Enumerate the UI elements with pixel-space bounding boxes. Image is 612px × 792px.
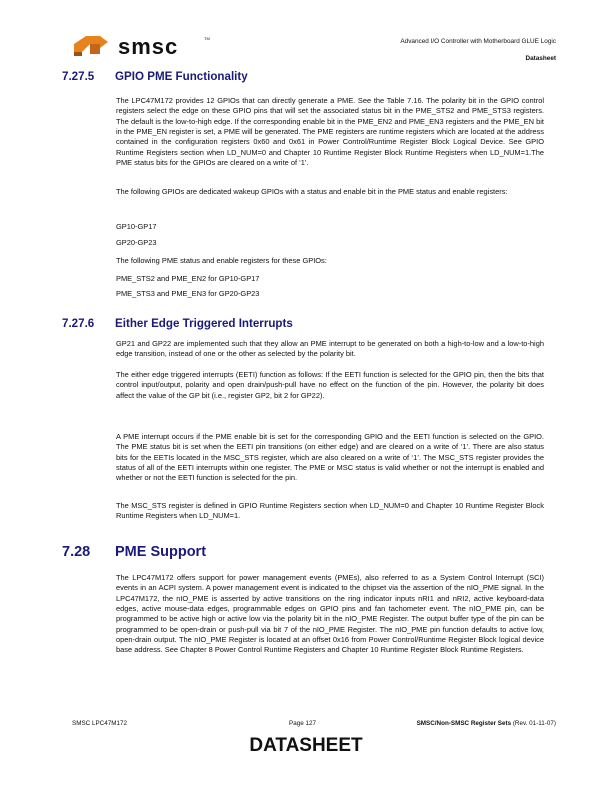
paragraph: The LPC47M172 offers support for power management events (PMEs), also referred to as a System Control Interrupt (SCI) events in an ACPI system. A power management event is indicated to the chipset via the assertion of the nIO_PME signal. In the LPC47M172, the nIO_PME is asserted by active transitions on the ring indicator inputs nRI1 and nRI2, active keyboard-data edges, active mouse-data edges, programmable edges on GPIO pins and fan tachometer event. The nIO_PME pin, can be programmed to be active high or active low via the polarity bit in the nIO_PME Register. The output buffer type of the pin can be programmed to be open-drain or push-pull via bit 7 of the nIO_PME Register. The nIO_PME pin function defaults to active low, open-drain output. The nIO_PME Register is located at an offset 0x16 from Power Control/Runtime Register Block logical device base address. See Chapter 8 Power Control Runtime Registers and Chapter 10 Runtime Register Block Runtime Registers. bbox=[116, 573, 544, 655]
section-heading-7-27-5: 7.27.5 GPIO PME Functionality bbox=[62, 70, 248, 83]
datasheet-banner: DATASHEET bbox=[249, 735, 363, 756]
footer-revision: SMSC/Non-SMSC Register Sets (Rev. 01-11-07) bbox=[416, 720, 556, 727]
footer-doc-id: SMSC LPC47M172 bbox=[72, 720, 127, 727]
paragraph: The LPC47M172 provides 12 GPIOs that can directly generate a PME. See the Table 7.16. The polarity bit in the GPIO control registers select the edge on these GPIO pins that will set the associated status bit in the PME_STS2 and PME_STS3 registers. The default is the low-to-high edge. If the corresponding enable bit in the PME_EN2 and PME_EN3 registers and the PME_EN bit in the PME_EN register is set, a PME will be generated. The PME registers are runtime registers which are located at the address contained in the configuration registers 0x60 and 0x61 in Power Control/Runtime Register Block Logical Device. See GPIO Runtime Registers section when LD_NUM=0 and Chapter 10 Runtime Register Block Runtime Registers when LD_NUM=1.The PME status bits for the GPIOs are cleared on a write of ‘1’. bbox=[116, 96, 544, 168]
list-item: PME_STS3 and PME_EN3 for GP20-GP23 bbox=[116, 289, 260, 298]
list-item: GP10-GP17 bbox=[116, 222, 157, 231]
smsc-logo bbox=[72, 32, 212, 63]
svg-text:TM: TM bbox=[204, 36, 210, 41]
list-item: GP20-GP23 bbox=[116, 238, 157, 247]
section-heading-7-27-6: 7.27.6 Either Edge Triggered Interrupts bbox=[62, 317, 293, 330]
paragraph: The following PME status and enable registers for these GPIOs: bbox=[116, 256, 327, 265]
paragraph: The MSC_STS register is defined in GPIO Runtime Registers section when LD_NUM=0 and Chapter 10 Runtime Register Block Runtime Registers when LD_NUM=1. bbox=[116, 501, 544, 521]
list-item: PME_STS2 and PME_EN2 for GP10-GP17 bbox=[116, 274, 260, 283]
paragraph: GP21 and GP22 are implemented such that they allow an PME interrupt to be generated on both a high-to-low and a low-to-high edge transition, instead of one or the other as selected by the polarity bit. bbox=[116, 339, 544, 359]
product-title: Advanced I/O Controller with Motherboard GLUE Logic bbox=[400, 38, 556, 45]
page-number: Page 127 bbox=[289, 720, 316, 727]
paragraph: The following GPIOs are dedicated wakeup GPIOs with a status and enable bit in the PME status and enable registers: bbox=[116, 187, 508, 196]
section-heading-7-28: 7.28 PME Support bbox=[62, 544, 207, 560]
svg-text:smsc: smsc bbox=[118, 34, 179, 58]
doc-type: Datasheet bbox=[525, 55, 556, 62]
paragraph: A PME interrupt occurs if the PME enable bit is set for the corresponding GPIO and the EETI function is selected on the GPIO. The PME status bit is set when the EETI pin transitions (on either edge) and are cleared on a write of ‘1’. There are also status bits for the EETIs located in the MSC_STS register, which are also cleared on a write of ‘1’. The MSC_STS register provides the status of all of the EETI interrupts within one register. The PME or MSC status is valid whether or not the interrupt is enabled and whether or not the EETI function is selected for the pin. bbox=[116, 432, 544, 483]
paragraph: The either edge triggered interrupts (EETI) function as follows: If the EETI function is selected for the GPIO pin, then the bits that control input/output, polarity and open drain/push-pull have no effect on the function of the pin. However, the polarity bit does affect the value of the GP bit (i.e., register GP2, bit 2 for GP22). bbox=[116, 370, 544, 400]
